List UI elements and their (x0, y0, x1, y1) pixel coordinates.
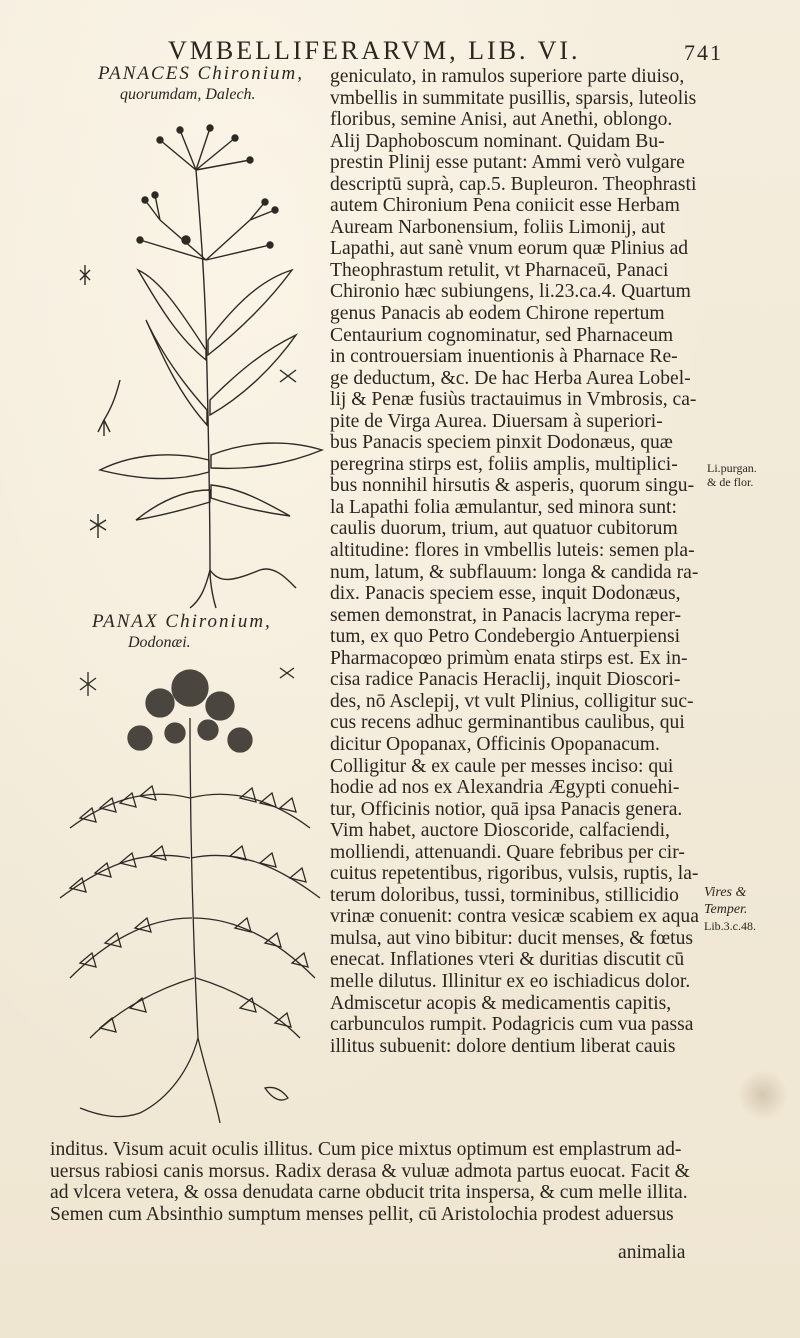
margin-note-reference (707, 461, 757, 489)
text-line: lij & Penæ fusiùs tractauimus in Vmbrosis, ca- (330, 389, 697, 411)
text-line: cuitus repetentibus, rigoribus, vulsis, ruptis, la- (330, 863, 699, 885)
text-line: illitus subuenit: dolore dentium liberat cauis (330, 1035, 676, 1057)
full-width-text (50, 1139, 710, 1225)
text-line: Admiscetur acopis & medicamentis capitis, (330, 992, 672, 1014)
text-line: autem Chironium Pena coniicit esse Herbam (330, 195, 680, 217)
text-line: ge deductum, &c. De hac Herba Aurea Lobel- (330, 367, 691, 389)
text-line: caulis duorum, trium, aut quatuor cubitorum (330, 518, 678, 540)
text-line: altitudine: flores in vmbellis luteis: semen pla- (330, 540, 695, 562)
margin-note-line: Vires & (704, 885, 747, 900)
margin-note-line: Li.purgan. (707, 461, 757, 475)
text-line: Colligitur & ex caule per messes inciso: qui (330, 755, 674, 777)
text-line: dix. Panacis speciem esse, inquit Dodonæus, (330, 583, 681, 605)
catchword: animalia (618, 1242, 686, 1263)
text-line: enecat. Inflationes vteri & duritias discutit cū (330, 949, 685, 971)
text-line: Lapathi, aut sanè vnum eorum quæ Plinius ad (330, 238, 689, 260)
text-line: geniculato, in ramulos superiore parte diuiso, (330, 66, 685, 87)
text-line: tur, Officinis notior, quā ipsa Panacis genera. (330, 798, 683, 820)
text-line: vmbellis in summitate pusillis, sparsis, luteolis (330, 87, 697, 109)
text-line: molliendi, attenuandi. Quare febribus per cir- (330, 841, 685, 863)
text-line: Auream Narbonensium, foliis Limonij, aut (330, 216, 666, 238)
text-line: terum doloribus, tussi, torminibus, stillicidio (330, 884, 679, 906)
text-line: Semen cum Absinthio sumptum menses pellit, cū Aristolochia prodest aduersus (50, 1203, 674, 1225)
margin-note-line: Temper. (704, 902, 748, 917)
text-line: vrinæ conuenit: contra vesicæ scabiem ex aqua (330, 906, 699, 928)
paper-stain (738, 1070, 788, 1120)
text-line: tum, ex quo Petro Condebergio Antuerpiensi (330, 626, 681, 648)
panax-woodcut-illustration (40, 658, 340, 1128)
figure-caption-panax (92, 612, 272, 653)
text-line: descriptū suprà, cap.5. Bupleuron. Theophrasti (330, 173, 697, 195)
figure-title: PANACES Chironium, (98, 63, 304, 84)
text-line: bus Panacis speciem pinxit Dodonæus, quæ (330, 432, 673, 454)
text-line: melle dilutus. Illinitur ex eo ischiadicus dolor. (330, 970, 691, 992)
figure-subtitle: quorumdam, Dalech. (120, 86, 256, 103)
text-line: mulsa, aut vino bibitur: ducit menses, & fœtus (330, 927, 693, 949)
text-line: in controuersiam inuentionis à Pharnace Re- (330, 346, 678, 368)
text-line: inditus. Visum acuit oculis illitus. Cum pice mixtus optimum est emplastrum ad- (50, 1139, 682, 1160)
text-line: prestin Plinij esse putant: Ammi verò vulgare (330, 152, 685, 174)
text-line: peregrina stirps est, foliis amplis, multiplici- (330, 453, 678, 475)
text-line: Chironio hæc subiungens, li.23.ca.4. Quartum (330, 281, 691, 303)
body-text-column (330, 66, 710, 1057)
text-line: uersus rabiosi canis morsus. Radix derasa & vuluæ admota partus euocat. Facit & (50, 1160, 690, 1182)
figure-caption-panaces (98, 64, 304, 105)
text-line: cus recens adhuc germinantibus caulibus, qui (330, 712, 685, 734)
margin-note-vires (704, 884, 756, 935)
page-number: 741 (684, 40, 723, 65)
text-line: floribus, semine Anisi, aut Anethi, oblongo. (330, 109, 673, 131)
text-line: Theophrastum retulit, vt Pharnaceū, Panaci (330, 259, 669, 281)
text-line: des, nō Asclepij, vt vult Plinius, colligitur suc- (330, 690, 694, 712)
text-line: Centaurium cognominatur, sed Pharnaceum (330, 324, 674, 346)
text-line: hodie ad nos ex Alexandria Ægypti conuehi- (330, 777, 680, 799)
text-line: semen demonstrat, in Panacis lacryma reper- (330, 604, 682, 626)
text-line: dicitur Opopanax, Officinis Opopanacum. (330, 733, 660, 755)
running-header: VMBELLIFERARVM, LIB. VI. (168, 36, 581, 65)
margin-note-line: & de flor. (707, 475, 754, 489)
text-line: Pharmacopœo primùm enata stirps est. Ex in- (330, 647, 688, 669)
text-line: cisa radice Panacis Heraclij, inquit Dioscori- (330, 669, 681, 691)
figure-title: PANAX Chironium, (92, 611, 272, 632)
text-line: la Lapathi folia æmulantur, sed minora sunt: (330, 496, 677, 518)
text-line: ad vlcera vetera, & ossa denudata carne obducit trita inspersa, & cum melle illita. (50, 1182, 688, 1204)
text-line: Alij Daphoboscum nominant. Quidam Bu- (330, 130, 665, 152)
text-line: genus Panacis ab eodem Chirone repertum (330, 303, 665, 325)
figure-subtitle: Dodonæi. (128, 634, 191, 651)
text-line: num, latum, & subflauum: longa & candida ra- (330, 561, 699, 583)
text-line: Vim habet, auctore Dioscoride, calfaciendi, (330, 820, 670, 842)
margin-note-line: Lib.3.c.48. (704, 919, 756, 933)
text-line: bus nonnihil hirsutis & asperis, quorum singu- (330, 475, 695, 497)
panaces-woodcut-illustration (60, 110, 340, 610)
text-line: pite de Virga Aurea. Diuersam à superiori- (330, 410, 663, 432)
text-line: carbunculos rumpit. Podagricis cum vua passa (330, 1014, 694, 1036)
